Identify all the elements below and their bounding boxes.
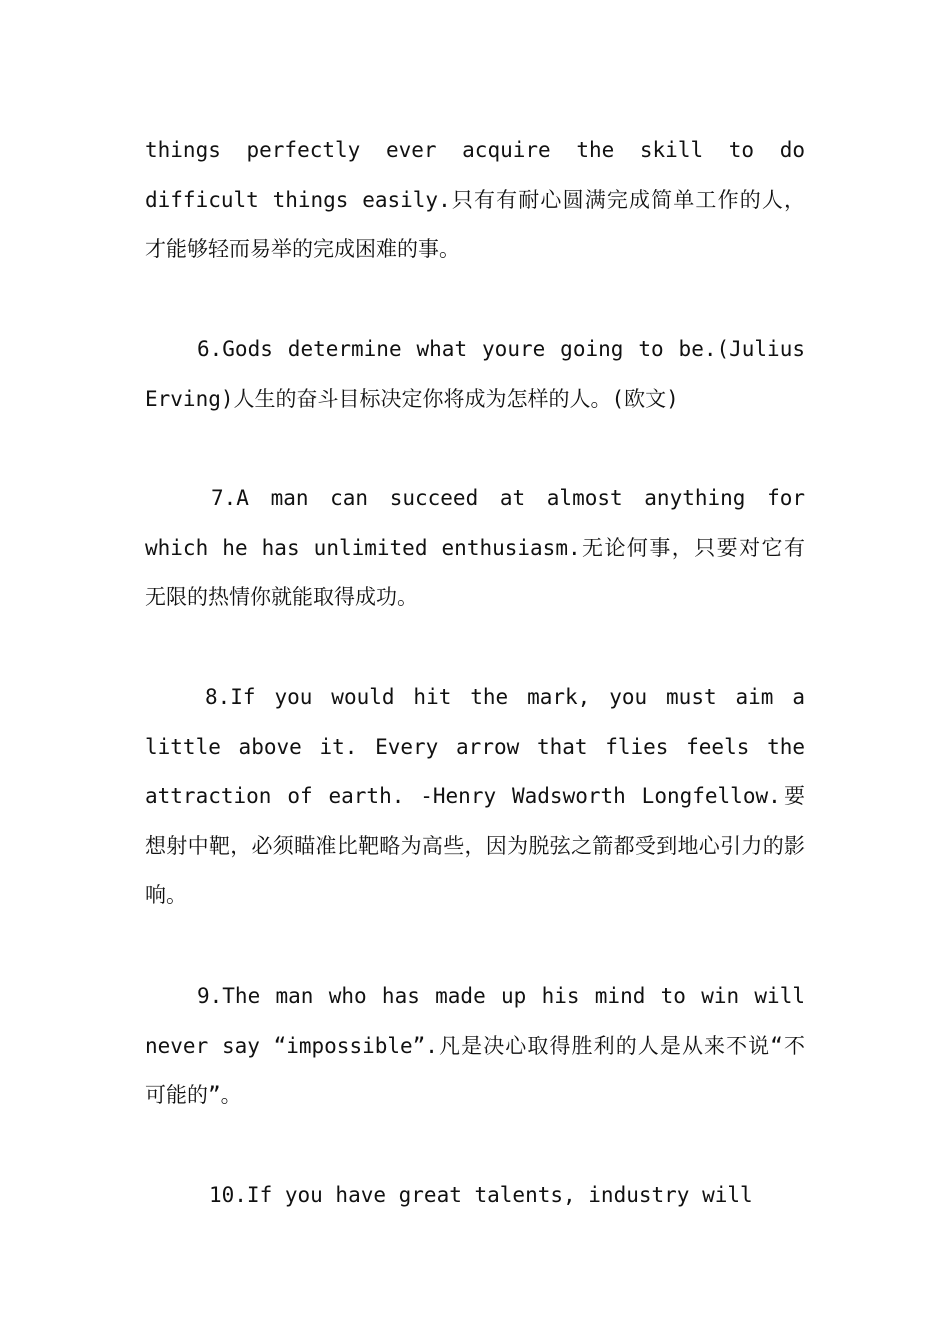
- paragraph-quote-9: 9.The man who has made up his mind to win will never say “impossible”.凡是决心取得胜利的人是从来不说“不可能的”。: [145, 984, 805, 1107]
- paragraph-quote-10: 10.If you have great talents, industry will: [209, 1183, 753, 1207]
- paragraph-quote-6: 6.Gods determine what youre going to be.(Julius Erving)人生的奋斗目标决定你将成为怎样的人。(欧文): [145, 337, 805, 411]
- paragraph-quote-7: 7.A man can succeed at almost anything for which he has unlimited enthusiasm.无论何事，只要对它有无限的热情你就能取得成功。: [145, 486, 805, 609]
- paragraph-quote-8: 8.If you would hit the mark, you must aim a little above it. Every arrow that flies feels the attraction of earth. -Henry Wadsworth Longfellow.要想射中靶，必须瞄准比靶略为高些，因为脱弦之箭都受到地心引力的影响。: [145, 685, 805, 907]
- paragraph-intro-continuation: things perfectly ever acquire the skill to do difficult things easily.只有有耐心圆满完成简单工作的人，才能够轻而易举的完成困难的事。: [145, 138, 805, 261]
